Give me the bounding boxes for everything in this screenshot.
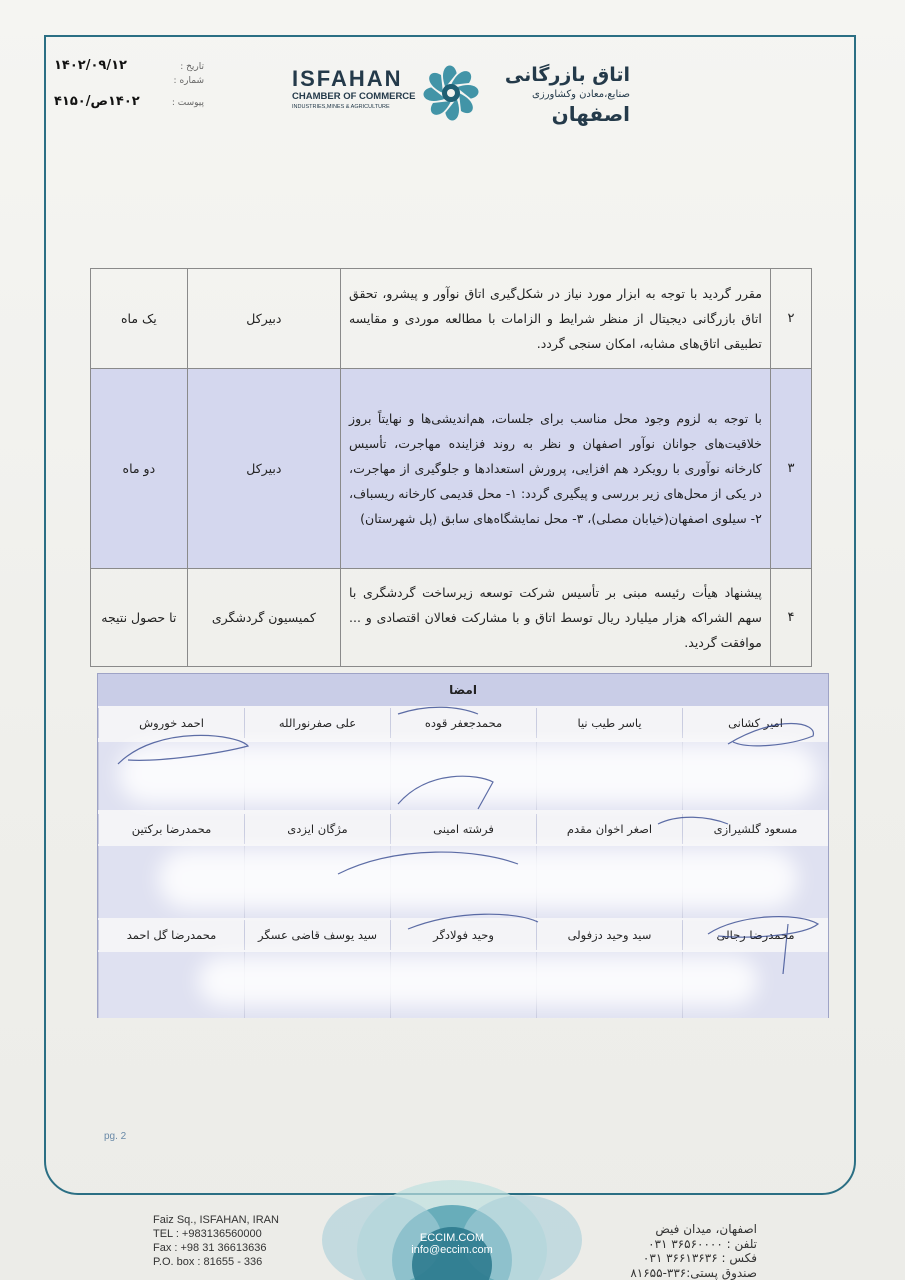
signatory-name: وحید فولادگر [390,920,536,950]
attachment-label: پیوست : [171,98,204,108]
signatures-title: امضا [98,674,828,706]
footer-en-fax: Fax : +98 31 36613636 [153,1242,267,1254]
signatory-name: محمدرضا گل احمد [98,920,244,950]
chamber-emblem-icon [416,58,486,128]
logo-fa-title: اتاق بازرگانی [504,64,630,86]
number-label: شماره : [173,76,204,86]
signatures-table [97,673,829,1018]
chamber-logo [290,58,630,130]
signatory-name: محمدرضا برکتین [98,814,244,844]
pobox-label: صندوق پستی: [686,1265,757,1280]
deadline: تا حصول نتیجه [91,569,188,667]
website-link: ECCIM.COM [419,1232,485,1244]
pobox-value: ۸۱۶۵۵-۳۳۶ [630,1265,687,1280]
deadline: یک ماه [91,269,188,369]
number-field [54,76,204,94]
signatory-name: فرشته امینی [390,814,536,844]
signatory-name: امیر کشانی [682,708,828,738]
logo-fa-city: اصفهان [551,102,630,126]
logo-fa-subtitle: صنایع،معادن وکشاورزی [532,89,630,100]
signatory-name: محمدجعفر قوده [390,708,536,738]
date-field [54,58,204,76]
responsible-party: کمیسیون گردشگری [187,569,340,667]
responsible-party: دبیرکل [187,369,340,569]
footer-en-pobox: P.O. box : 81655 - 336 [153,1256,263,1268]
footer-fa-contact [630,1222,757,1280]
table-row [91,569,812,667]
attachment-field [54,94,204,112]
logo-en-sectors: INDUSTRIES,MINES & AGRICULTURE [292,104,390,110]
fax-value: ۰۳۱ ۳۶۶۱۳۶۳۶ [642,1251,718,1265]
letter-header-fields [54,58,204,112]
resolution-text: پیشنهاد هیأت رئیسه مبنی بر تأسیس شرکت توسعه زیرساخت گردشگری با سهم الشراکه هزار میلیارد ریال توسط اتاق و با مشارکت فعالان اقتصادی و ... موافقت گردید. [341,569,771,667]
table-row [91,369,812,569]
footer-fa-fax [630,1251,757,1266]
signatory-name: اصغر اخوان مقدم [536,814,682,844]
signatory-name: احمد خوروش [98,708,244,738]
logo-en-title: ISFAHAN [292,66,403,91]
date-value: ۱۴۰۲/۰۹/۱۲ [54,58,127,73]
footer-fa-tel [630,1237,757,1252]
signatory-name: مسعود گلشیرازی [682,814,828,844]
resolution-text: با توجه به لزوم وجود محل مناسب برای جلسات، هم‌اندیشی‌ها و نهایتاً بروز خلاقیت‌های جوانان نوآور اصفهان و نظر به روند فزاینده مهاجرت، تأسیس کارخانه نوآوری با رویکرد هم افزایی، پرورش استعدادها و جلوگیری از مهاجرت، در یکی از محل‌های زیر بررسی و پیگیری گردد: ۱- محل قدیمی کارخانه ریسباف، ۲- سیلوی اصفهان(خیابان مصلی)، ۳- محل نمایشگاه‌های سابق (پل شهرستان) [341,369,771,569]
logo-en-subtitle: CHAMBER OF COMMERCE [292,91,416,102]
footer-en-tel: TEL : +983136560000 [153,1228,262,1240]
signatory-name: یاسر طیب نیا [536,708,682,738]
signatory-name: محمدرضا رجالی [682,920,828,950]
footer-fa-address: اصفهان، میدان فیض [655,1222,757,1236]
resolution-text: مقرر گردید با توجه به ابزار مورد نیاز در شکل‌گیری اتاق نوآور و پیشرو، تحقق اتاق بازرگانی دیجیتال از منظر شرایط و الزامات با مطالعه موردی و مقایسه تطبیقی اتاق‌های مشابه، امکان سنجی گردد. [341,269,771,369]
footer-emblem-icon [0,1150,905,1280]
deadline: دو ماه [91,369,188,569]
responsible-party: دبیرکل [187,269,340,369]
footer-en-address: Faiz Sq., ISFAHAN, IRAN [153,1214,279,1226]
resolutions-table [90,268,812,667]
email-link: info@eccim.com [411,1244,493,1256]
footer-website [392,1232,512,1256]
tel-label: تلفن : [726,1236,757,1251]
row-number: ۳ [770,369,811,569]
signatory-name: مژگان ایزدی [244,814,390,844]
attachment-value: ۱۴۰۲ص/۴۱۵۰ [54,94,140,109]
signatory-name: سید یوسف قاضی عسگر [244,920,390,950]
footer-fa-pobox [630,1266,757,1280]
row-number: ۲ [770,269,811,369]
fax-label: فکس : [721,1251,757,1265]
tel-value: ۰۳۱ ۳۶۵۶۰۰۰۰ [648,1236,723,1251]
handwritten-signatures [98,674,830,1019]
date-label: تاریخ : [180,62,204,72]
signatory-name: علی صفرنورالله [244,708,390,738]
row-number: ۴ [770,569,811,667]
table-row [91,269,812,369]
page-marker: pg. 2 [104,1131,127,1142]
footer-en-contact [153,1213,279,1269]
signatory-name: سید وحید دزفولی [536,920,682,950]
